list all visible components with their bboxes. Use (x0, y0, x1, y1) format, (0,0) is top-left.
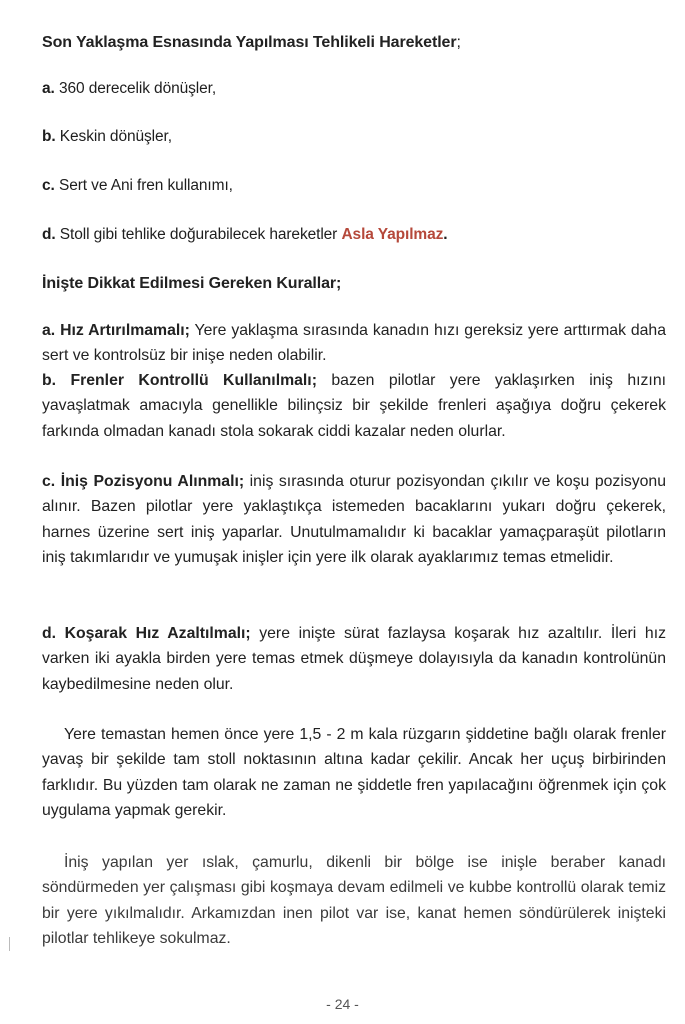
item-text: Stoll gibi tehlike doğurabilecek hareketler (59, 226, 342, 243)
item-text: Sert ve Ani fren kullanımı, (58, 177, 233, 194)
rule-text: Yere yaklaşma sırasında kanadın hızı gereksiz yere arttırmak daha sert ve kontrolsüz bir inişe neden olabilir. (42, 322, 667, 365)
rule-label: c. İniş Pozisyonu Alınmalı; (42, 473, 245, 490)
rule-label: b. Frenler Kontrollü Kullanılmalı; (42, 372, 317, 389)
body-paragraph: İniş yapılan yer ıslak, çamurlu, dikenli bir bölge ise inişle beraber kanadı söndürmeden yer çalışması gibi koşmaya devam edilmeli ve kubbe kontrollü olarak temiz bir yere yıkılmalıdır. Arkamızdan inen pilot var ise, kanat hemen söndürülerek inişteki pilotlar tehlikeye sokulmaz. (42, 854, 666, 947)
emphasis-text: Asla Yapılmaz (341, 226, 444, 243)
heading-text: Son Yaklaşma Esnasında Yapılması Tehlikeli Hareketler (42, 34, 457, 51)
margin-mark (9, 937, 10, 951)
item-label: c. (42, 177, 55, 194)
rule-text: iniş sırasında oturur pozisyondan çıkılır ve koşu pozisyonu alınır. Bazen pilotlar yere yaklaştıkça istemeden bacaklarını yukarı doğru çekerek, harnes üzerine sert iniş yaparlar. Unutulmamalıdır ki bacaklar yamaçparaşüt pilotların iniş takımlarıdır ve yumuşak inişler için yere ilk olarak ayaklarımız temas etmelidir. (42, 473, 666, 566)
section-heading-landing-rules: İnişte Dikkat Edilmesi Gereken Kurallar; (42, 275, 342, 292)
item-suffix: . (443, 226, 448, 243)
rule-paragraph (42, 318, 666, 369)
list-item (42, 128, 172, 146)
item-text: 360 derecelik dönüşler, (58, 80, 217, 97)
item-label: b. (42, 128, 56, 145)
heading-suffix: ; (456, 34, 461, 51)
rule-label: a. Hız Artırılmamalı; (42, 322, 190, 339)
item-label: d. (42, 226, 56, 243)
body-paragraph: Yere temastan hemen önce yere 1,5 - 2 m kala rüzgarın şiddetine bağlı olarak frenler yavaş bir şekilde tam stoll noktasının altına kadar çekilir. Ancak her uçuş birbirinden farklıdır. Bu yüzden tam olarak ne zaman ne şiddetle fren yapılacağını öğrenmek için çok uygulama yapmak gerekir. (42, 726, 666, 819)
rule-label: d. Koşarak Hız Azaltılmalı; (42, 625, 251, 642)
item-label: a. (42, 80, 55, 97)
page-number: - 24 - (326, 996, 359, 1012)
rule-paragraph (42, 469, 666, 570)
list-item (42, 80, 216, 98)
list-item (42, 226, 447, 244)
rule-text: bazen pilotlar yere yaklaşırken iniş hızını yavaşlatmak amacıyla genellikle bilinçsiz bir şekilde frenleri aşağıya doğru çekerek farkında olmadan kanadı stola sokarak ciddi kazalar neden olurlar. (42, 372, 666, 440)
section-heading-dangerous-maneuvers (42, 34, 461, 52)
rule-paragraph (42, 368, 666, 444)
rule-text: yere inişte sürat fazlaysa koşarak hız azaltılır. İleri hız varken iki ayakla birden yere temas etmek düşmeye dolayısıyla da kanadın kontrolünün kaybedilmesine neden olur. (42, 625, 666, 693)
list-item (42, 177, 233, 195)
rule-paragraph (42, 621, 666, 697)
item-text: Keskin dönüşler, (59, 128, 172, 145)
